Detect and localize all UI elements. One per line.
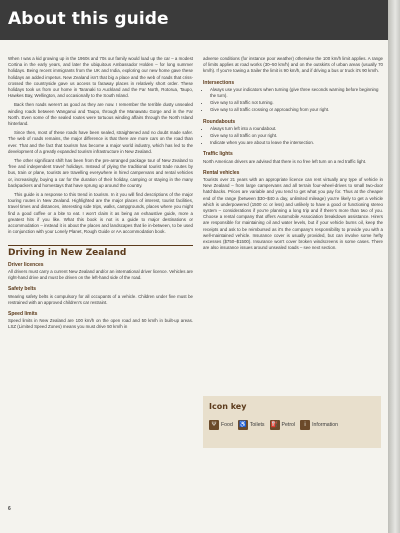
list-item: • Give way to all traffic crossing or approaching from your right. [210,107,383,113]
intersections-list [203,87,383,114]
subheading-intersections: Intersections [203,79,235,86]
toilets-icon: ♿ [239,422,247,428]
food-icon: Ψ [209,420,219,430]
paragraph-speed-continued: adverse conditions (for instance poor weather) otherwise the 100 km/h limit applies. A range of limits applies at road works (30–50 km/h) and on the outskirts of urban areas (usually 70 km/h). If you're towing a trailer the limit is 90 km/h, and if driving a bus or truck it's 90 km/h. [203,56,383,74]
petrol-icon: ⛽ [270,422,279,428]
intro-paragraph: The other significant shift has been from the pre-arranged package tour of New Zealand to 'free and independent travel' holidays. Instead of plying the traditional tourist trade routes by bus, train or plane, tourists are travelling everywhere in hired campervans and rental vehicles or, increasingly, buying a car for the duration of their holiday, camping or staying in the many backpackers and homestays that have sprung up around the country. [8,158,193,188]
subheading-rental-vehicles: Rental vehicles [203,169,240,176]
icon-key-label: Toilets [249,422,265,428]
list-item: • Give way to all traffic not turning. [210,100,383,106]
icon-key-item-toilets [238,420,265,430]
intro-paragraph: This guide is a response to this trend in tourism. In it you will find descriptions of the major touring routes in New Zealand. Highlighted are the major places of interest, tourist facilities, travel times and distances, interesting side trips, walks, campgrounds, places where you might find a good coffee or a bite to eat. I won't claim it as being an exhaustive guide, more a greatest hits if you like. What this book is not is a guide to major destinations or accommodation – instead it is about the places and landscapes that lie in-between, to be used in conjunction with your Lonely Planet, Rough Guide or AA accommodation book. [8,192,193,235]
subheading-safety-belts: Safety belts [8,286,37,293]
paragraph-speed-limits: Speed limits in New Zealand are 100 km/h on the open road and 50 km/h in built-up areas. LSZ (Limited Speed Zones) means you must drive 50 km/h in [8,318,193,330]
icon-key-item-petrol [270,420,296,430]
page-title: About this guide [8,9,169,29]
paragraph-rental-vehicles: Tourists over 21 years with an appropriate licence can rent virtually any type of vehicle in New Zealand – from large campervans and all terrain four-wheel-drives to small two-door hatchbacks. Prices are variable and you tend to get what you pay for. Thus at the cheaper end of the range (between $30–$40 a day, unlimited mileage) you're likely to get a vehicle which is underpowered (1500 cc or less) and unlikely to have a good or functioning stereo system – considerations if you're planning a long trip and if there's more than two of you. Choose a rental company that offers Automobile Association breakdown assistance. Hirers are responsible for maintaining oil and water levels, but if your vehicle burns oil, keep the receipts and ask to be reimbursed as it's the company's responsibility to provide you with a well-maintained vehicle. Insurance cover is usually provided, but can involve some hefty excesses ($750–$1500). Insurance won't cover broken windscreens in some cases. There are also insurance issues around unsealed roads – see next section. [203,177,383,251]
icon-key-box [203,396,381,448]
paragraph-licences: All drivers must carry a current New Zealand and/or an international driver licence. Vehicles are right-hand drive and must be driven on the left-hand side of the road. [8,268,193,281]
list-item: • Give way to all traffic on your right. [210,133,383,139]
intro-paragraph: Back then roads weren't as good as they are now. I remember the terrible dusty unsealed winding roads between Wanganui and Taupo, through the Manawatu Gorge and in the Far North. Even some of the sealed routes were tortuous winding affairs through the North Island hinterland. [8,102,193,127]
left-column [8,56,193,334]
section-heading-driving: Driving in New Zealand [8,245,193,256]
subheading-licences: Driver licences [8,261,44,268]
page-number: 6 [8,506,11,512]
intro-paragraph: When I was a kid growing up in the 1960s and 70s our family would load up the car – a modest Cortina in the early years, and later the ubiquitous Ambassador Holden – for long summer holidays. Being recent immigrants from the UK and India, exploring our new home gave these holidays an added impetus. New Zealand isn't that big a place and the web of roads that criss-crossed the countryside gave us access to faraway places in relatively short order. These holidays took us from our home in Taranaki to Auckland and the Far North, Rotorua, Taupo, Hawkes Bay, Wellington, and occasionally to the South Island. [8,56,193,99]
right-column [203,56,383,254]
intro-paragraph: Since then, most of these roads have been sealed, straightened and no doubt made safer. The web of roads remains, the major difference is that there are more cars on the road than ever. That and the fact that tourism has become a major world industry, which has led to the development of a greatly expanded tourism infrastructure in New Zealand. [8,130,193,154]
information-icon: i [300,420,310,430]
icon-key-label: Food [221,422,233,428]
icon-key-item-food [209,420,233,430]
list-item: • Indicate when you are about to leave the intersection. [210,140,383,146]
subheading-speed-limits: Speed limits [8,310,38,317]
icon-key-title: Icon key [209,402,247,411]
paragraph-safety-belts: Wearing safety belts is compulsory for all occupants of a vehicle. Children under five must be restrained with an approved children's car restraint. [8,293,193,305]
subheading-traffic-lights: Traffic lights [203,151,233,158]
icon-key-label: Petrol [281,422,296,428]
list-item: • Always use your indicators when turning (give three seconds warning before beginning the turn). [210,87,383,99]
subheading-roundabouts: Roundabouts [203,118,236,125]
icon-key-label: Information [312,422,339,428]
book-gutter [388,0,400,533]
paragraph-traffic-lights: North American drivers are advised that there is no free left turn on a red traffic light. [203,158,367,164]
header-band [0,0,388,40]
icon-key-item-information [300,420,338,430]
list-item: • Always turn left into a roundabout. [210,126,383,132]
roundabouts-list [203,126,383,147]
icon-key-row [209,420,338,430]
